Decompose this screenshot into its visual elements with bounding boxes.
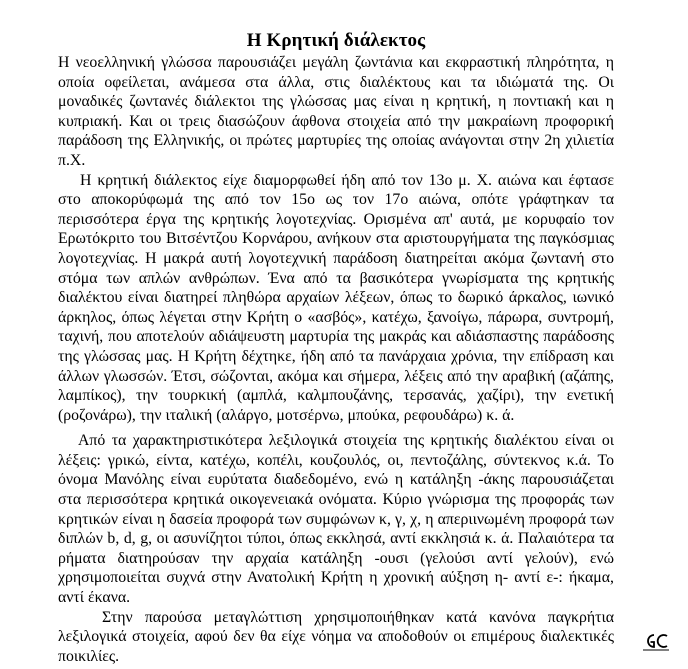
paragraph-vocabulary: Από τα χαρακτηριστικότερα λεξιλογικά στοιχεία της κρητικής διαλέκτου είναι οι λέξεις: γρικώ, είντα, κατέχω, κοπέλι, κουζουλός, οι, πεντοζάλης, σύντεκνος κ.ά. Το όνομα Μανόλης είναι ευρύτατα διαδεδομένο, ενώ η κατάληξη -άκης παρουσιάζεται στα περισσότερα κρητικά οικογενειακά ονόματα. Κύριο γνώρισμα της προφοράς των κρητικών είναι η δασεία προφορά των συμφώνων κ, γ, χ, η απεριινωμένη προφορά των διπλών b, d, g, οι ασυνίζητοι τύποι, όπως εκκλησά, αντί εκκλησιά κ. ά. Παλαιότερα τα ρήματα διατηρούσαν την αρχαία κατάληξη -ουσι (γελούσι αντί γελούν), ενώ χρησιμοποιείται συχνά στην Ανατολική Κρήτη η χρονική αύξηση η- αντί ε-: ήκαμα, αντί έκανα. xyxy=(58,432,614,607)
page-title: Η Κρητική διάλεκτος xyxy=(246,30,426,51)
paragraph-translation-note: Στην παρούσα μεταγλώττιση χρησιμοποιήθηκαν κατά κανόνα παγκρήτια λεξιλογικά στοιχεία, αφού δεν θα είχε νόημα να αποδοθούν οι επιμέρους διαλεκτικές ποικιλίες. xyxy=(58,608,614,665)
document-page xyxy=(58,0,614,666)
paragraph-intro: Η νεοελληνική γλώσσα παρουσιάζει μεγάλη ζωντάνια και εκφραστική πληρότητα, η οποία οφείλεται, ανάμεσα στα άλλα, στις διαλέκτους και τα ιδιώματά της. Οι μοναδικές ζωντανές διάλεκτοι της γλώσσας μας είναι η κρητική, η ποντιακή και η κυπριακή. Και οι τρεις διασώζουν άφθονα στοιχεία από την μακραίωνη προφορική παράδοση της Ελληνικής, οι πρώτες μαρτυρίες της οποίας ανάγονται στην 2η χιλιετία π.Χ. xyxy=(58,54,614,169)
gc-logo-icon xyxy=(642,631,670,651)
paragraph-history: Η κρητική διάλεκτος είχε διαμορφωθεί ήδη από τον 13ο μ. Χ. αιώνα και έφτασε στο αποκορύφωμά της από τον 15ο ως τον 17ο αιώνα, οπότε γράφτηκαν τα περισσότερα έργα της κρητικής λογοτεχνίας. Ορισμένα απ' αυτά, με κορυφαίο τον Ερωτόκριτο του Βιτσέντζου Κορνάρου, ανήκουν στα αριστουργήματα της παγκόσμιας λογοτεχνίας. Η μακρά αυτή λογοτεχνική παράδοση διατηρείται ακόμα ζωντανή στο στόμα των απλών ανθρώπων. Ένα από τα βασικότερα γνωρίσματα της κρητικής διαλέκτου είναι διατηρεί πληθώρα αρχαίων λέξεων, όπως το δωρικό άρκαλος, ιωνικό άρκηλος, όπως λέγεται στην Κρήτη ο «ασβός», κατέχω, ξανοίγω, πάρωρα, συντρομή, ταχινή, που αποτελούν αδιάψευστη μαρτυρία της μακράς και αδιάσπαστης παράδοσης της γλώσσας μας. Η Κρήτη δέχτηκε, ήδη από τα πανάρχαια χρόνια, την επίδραση και άλλων γλωσσών. Έτσι, σώζονται, ακόμα και σήμερα, λέξεις από την αραβική (αζάπης, λαμπίκος), την τουρκική (αμπλά, καλμπουζάνης, τερσανάς, χαζίρι), την ενετική (ροζονάρω), την ιταλική (αλάργο, μοτσέρνω, μπούκα, ρεφουδάρω) κ. ά. xyxy=(58,171,614,424)
